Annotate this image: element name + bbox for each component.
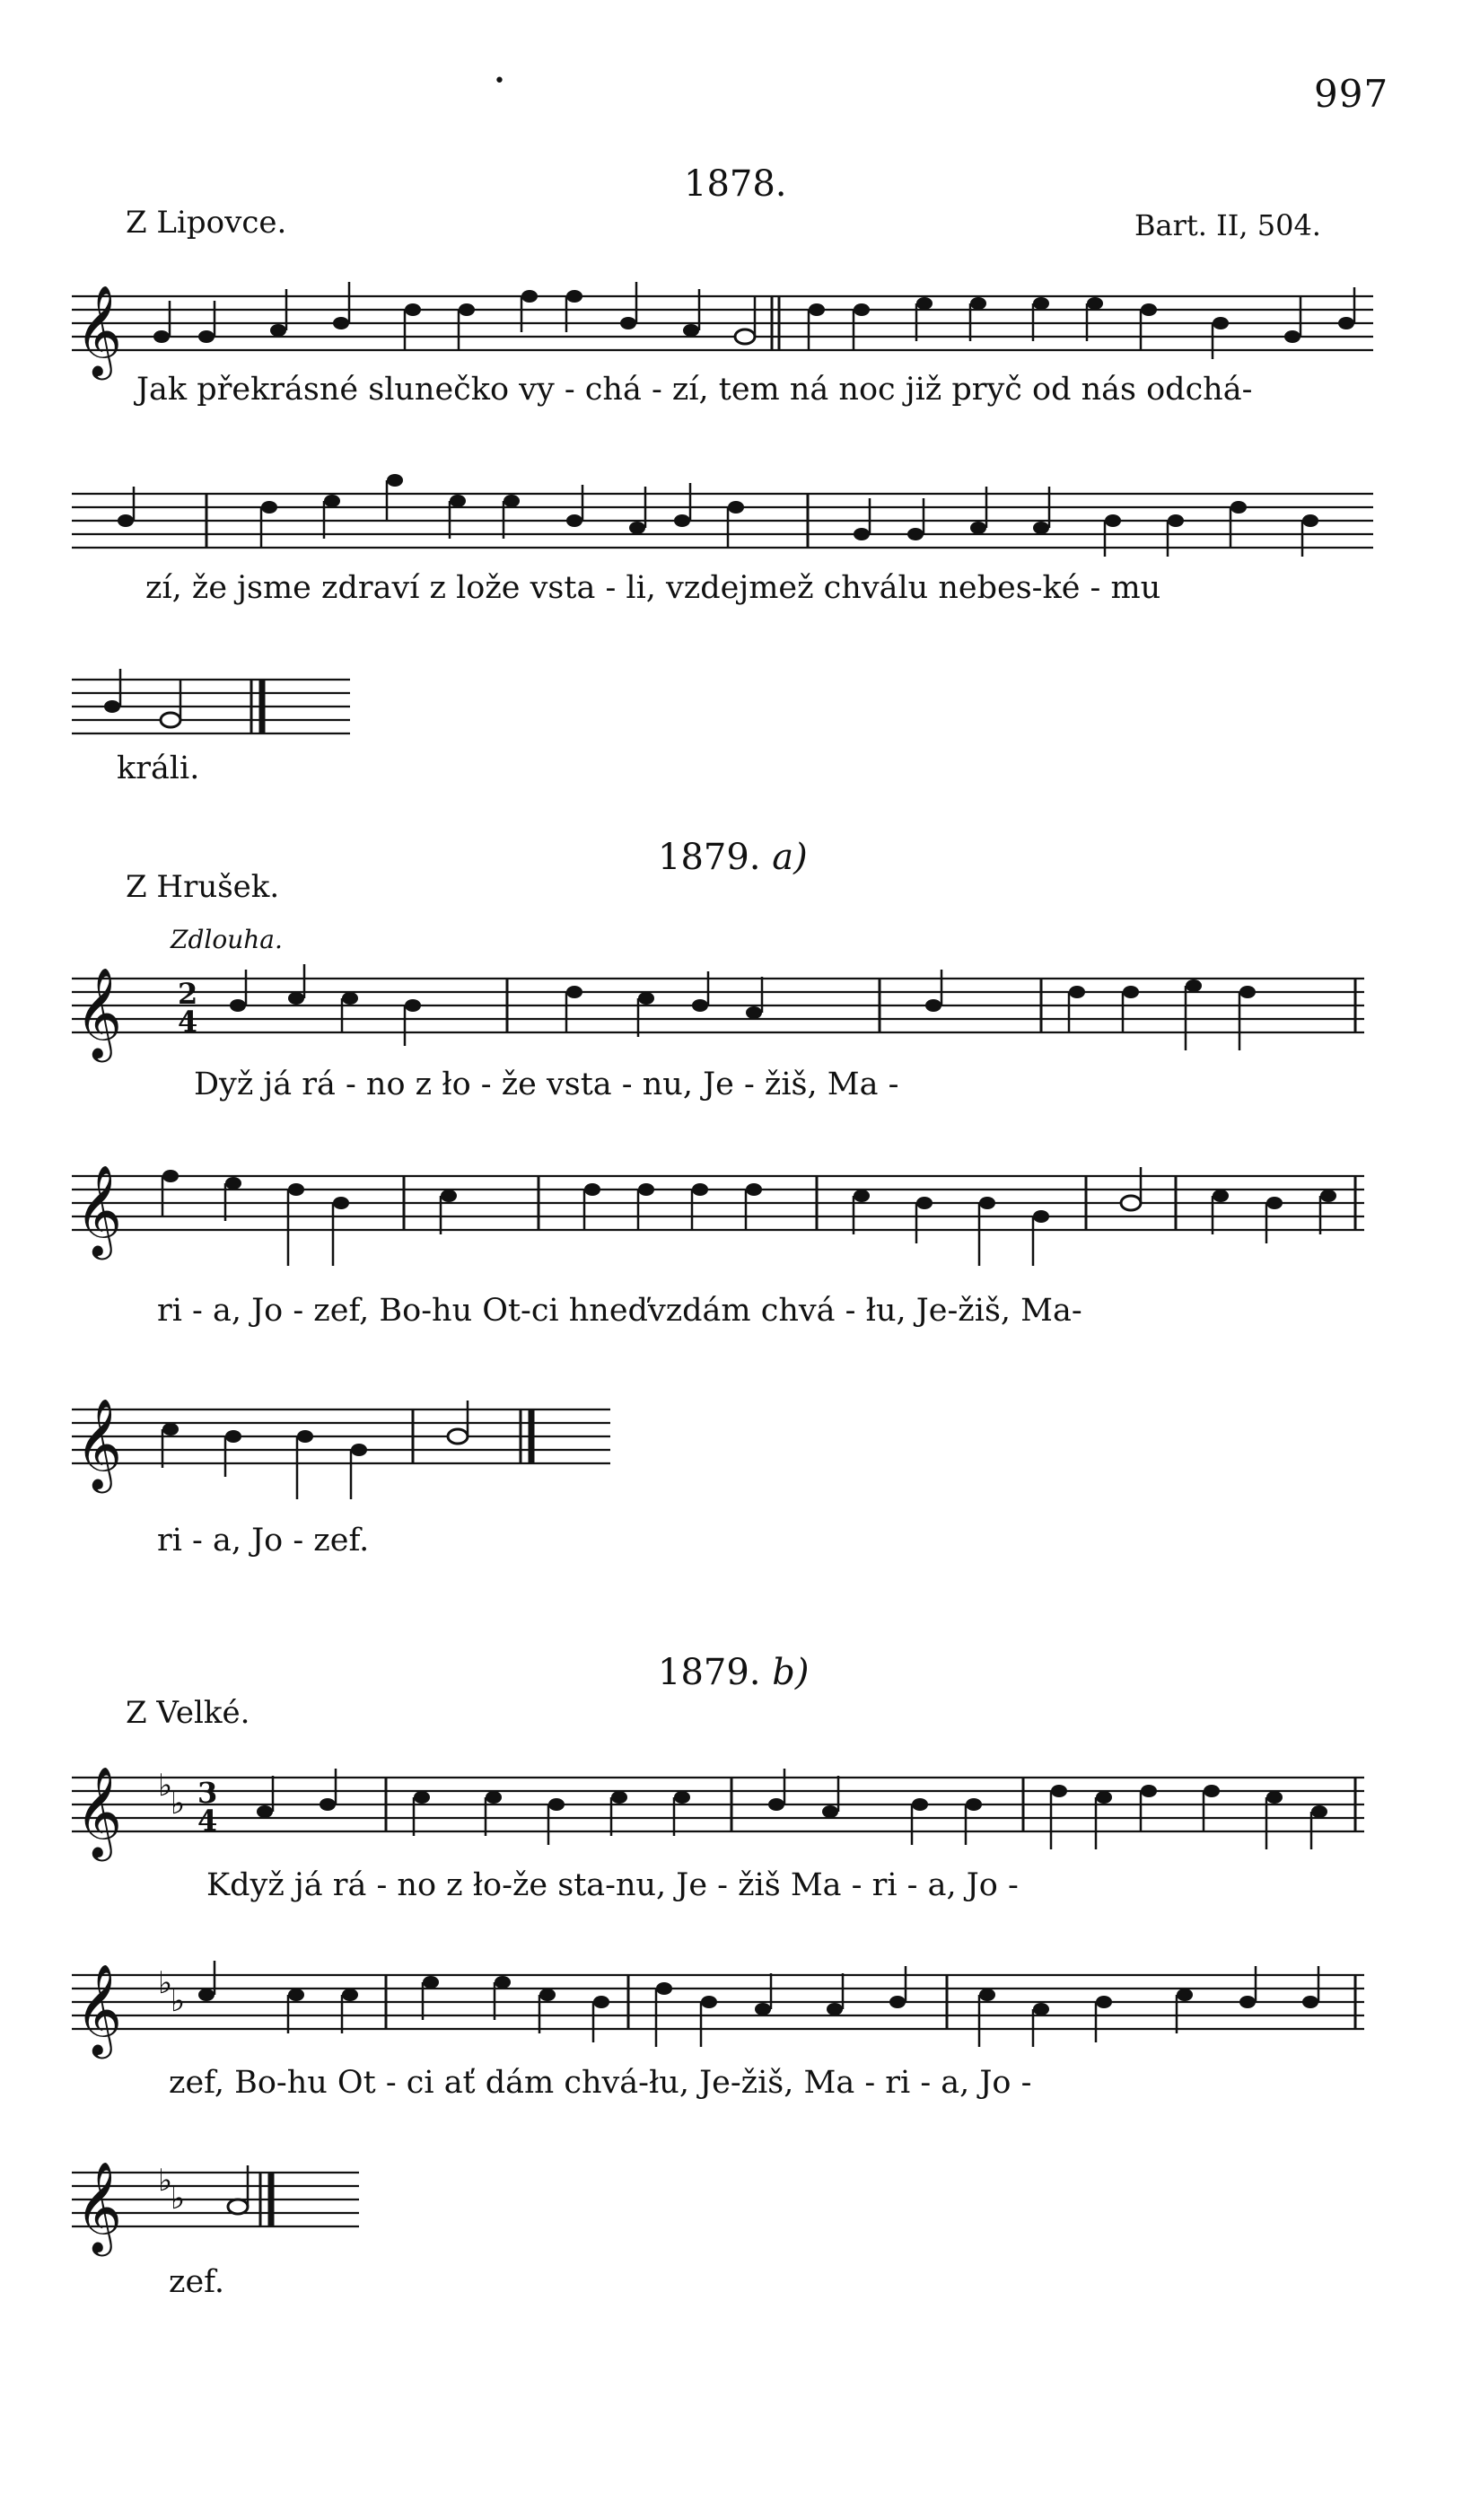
treble-clef-icon: 𝄞 <box>75 1397 123 1489</box>
treble-clef-icon: 𝄞 <box>75 966 123 1058</box>
flat-icon: ♭ <box>171 1786 186 1822</box>
song-number <box>658 837 808 878</box>
song-reference: Bart. II, 504. <box>1134 208 1321 242</box>
treble-clef-icon: 𝄞 <box>75 2160 123 2252</box>
lyric-line: ri - a, Jo - zef, Bo-hu Ot-ci hneďvzdám chvá - łu, Je-žiš, Ma- <box>157 1293 1082 1329</box>
notes <box>153 282 1354 359</box>
lyric-line: zí, že jsme zdraví z lože vsta - li, vzdejmež chválu nebes-ké - mu <box>145 570 1161 606</box>
lyric-line: ri - a, Jo - zef. <box>157 1523 370 1559</box>
time-signature-top: 3 <box>197 1776 218 1810</box>
lyric-line: králi. <box>117 751 200 786</box>
staff-lines <box>72 296 1373 350</box>
treble-clef-icon: 𝄞 <box>75 1962 123 2055</box>
song-number-text: 1879. <box>658 1652 773 1693</box>
music-staff <box>72 1383 628 1517</box>
song-source: Z Velké. <box>126 1695 250 1731</box>
staff-lines <box>72 1975 1364 2029</box>
music-staff <box>72 653 359 760</box>
song-number-suffix: b) <box>772 1652 810 1693</box>
page-number: 997 <box>1314 72 1389 116</box>
lyric-line: Dyž já rá - no z ło - že vsta - nu, Je - žiš, Ma - <box>194 1067 899 1102</box>
music-staff <box>72 952 1382 1077</box>
time-signature-bottom: 4 <box>178 1005 198 1039</box>
staff-lines <box>72 979 1364 1032</box>
song-number: 1878. <box>684 163 787 205</box>
song-number-suffix: a) <box>772 837 808 878</box>
notes <box>257 1769 1327 1849</box>
flat-icon: ♭ <box>171 2181 186 2217</box>
lyric-line: Jak překrásné slunečko vy - chá - zí, tem ná noc již pryč od nás odchá- <box>136 372 1253 408</box>
staff-lines <box>72 1778 1364 1831</box>
lyric-line: zef. <box>169 2264 224 2300</box>
staff-lines <box>72 1176 1364 1230</box>
treble-clef-icon: 𝄞 <box>75 284 123 376</box>
music-staff <box>72 269 1382 377</box>
music-staff <box>72 1751 1382 1876</box>
time-signature-bottom: 4 <box>197 1804 218 1838</box>
flat-icon: ♭ <box>171 1983 186 2019</box>
song-source: Z Lipovce. <box>126 205 287 241</box>
tempo-marking: Zdlouha. <box>171 925 283 954</box>
flat-icon: ♭ <box>158 1965 173 2001</box>
notes <box>230 964 1256 1050</box>
page-dot: • <box>494 70 505 92</box>
music-staff <box>72 1948 1382 2074</box>
music-staff <box>72 1149 1382 1284</box>
flat-icon: ♭ <box>158 1768 173 1804</box>
music-staff <box>72 467 1382 575</box>
flat-icon: ♭ <box>158 2163 173 2199</box>
notes <box>198 1961 1318 2047</box>
time-signature-top: 2 <box>178 977 198 1011</box>
music-staff <box>72 2146 377 2253</box>
treble-clef-icon: 𝄞 <box>75 1765 123 1857</box>
song-source: Z Hrušek. <box>126 869 280 905</box>
treble-clef-icon: 𝄞 <box>75 1163 123 1256</box>
lyric-line: zef, Bo-hu Ot - ci ať dám chvá-łu, Je-žiš, Ma - ri - a, Jo - <box>169 2065 1032 2101</box>
notes <box>118 474 1318 557</box>
lyric-line: Když já rá - no z ło-že sta-nu, Je - žiš Ma - ri - a, Jo - <box>206 1867 1019 1903</box>
song-number-text: 1879. <box>658 837 773 878</box>
song-number <box>658 1652 809 1693</box>
